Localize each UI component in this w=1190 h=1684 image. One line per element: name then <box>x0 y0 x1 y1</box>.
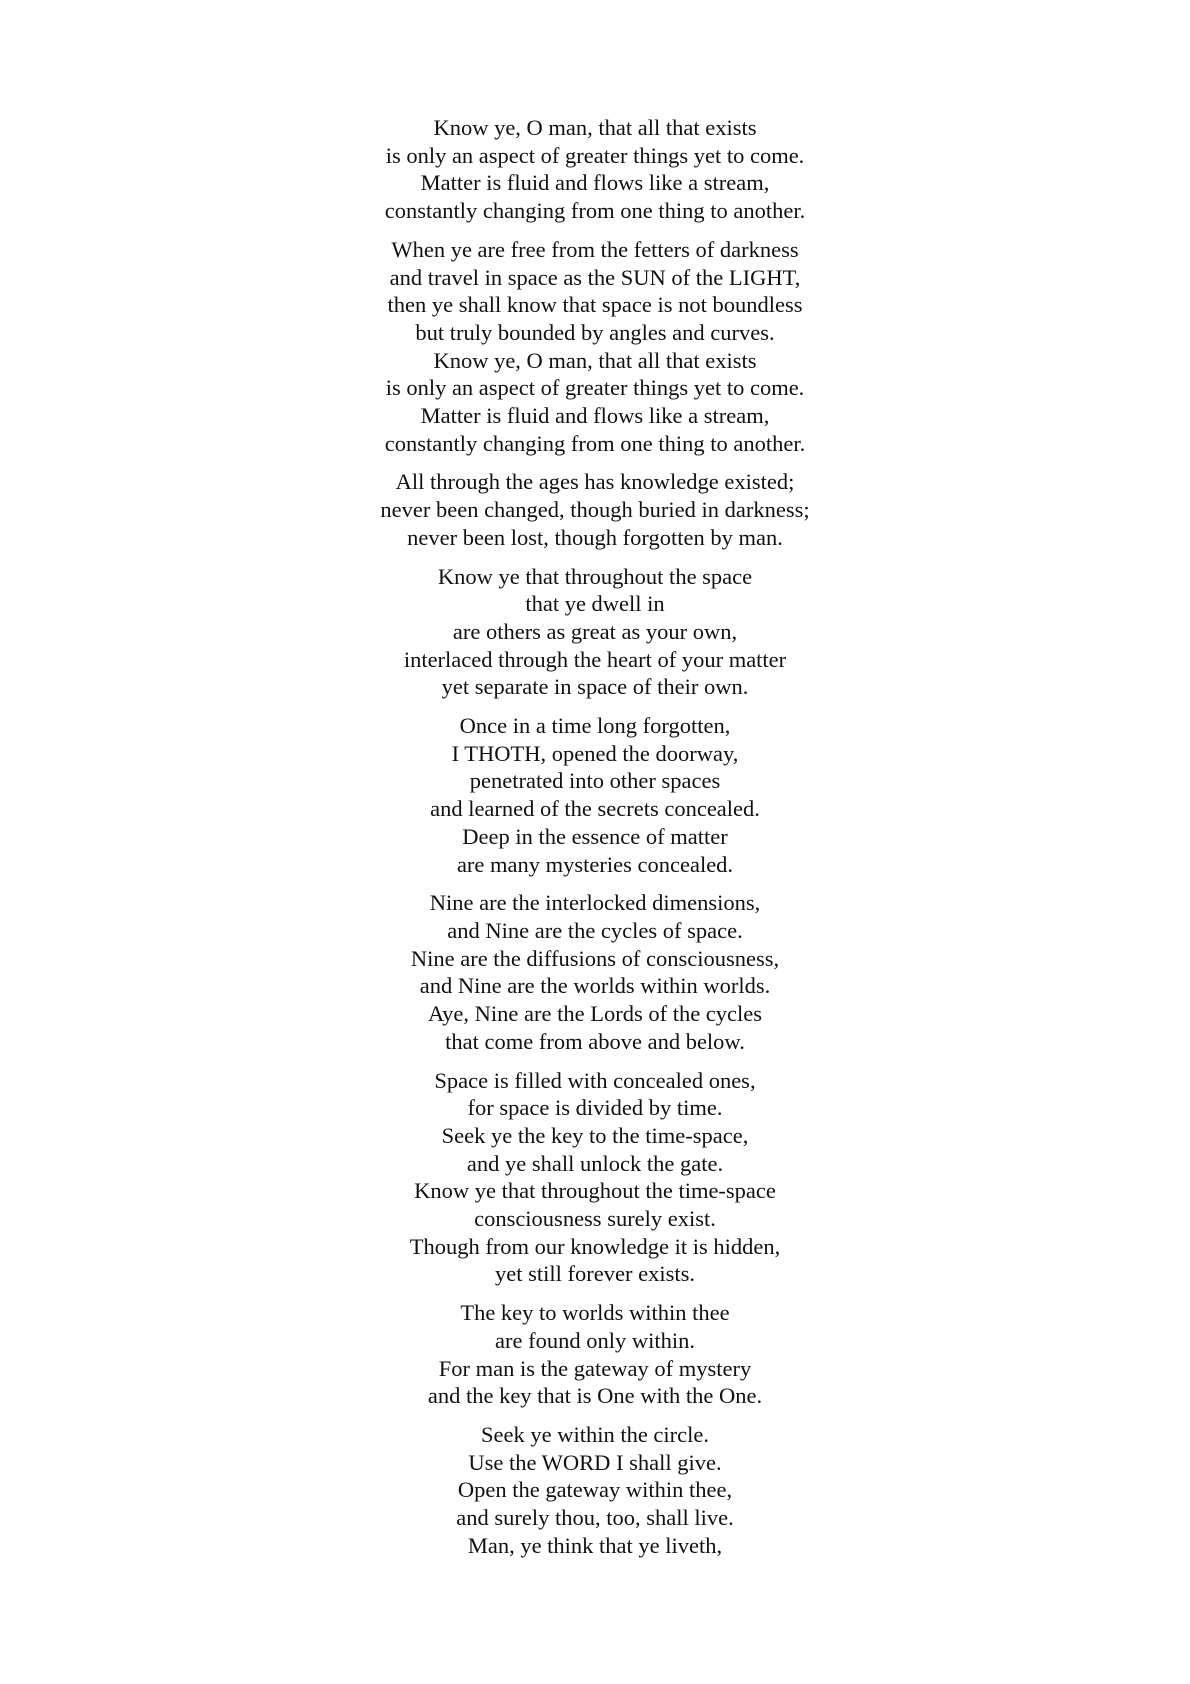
poem-line: I THOTH, opened the doorway, <box>451 740 739 766</box>
poem-line: never been changed, though buried in darkness; <box>380 497 810 523</box>
poem-line: Aye, Nine are the Lords of the cycles <box>427 1001 763 1027</box>
poem-line: All through the ages has knowledge existed; <box>395 469 795 495</box>
stanza <box>0 889 1190 1055</box>
poem-line: are others as great as your own, <box>452 618 738 644</box>
stanza <box>0 1421 1190 1560</box>
poem-line: For man is the gateway of mystery <box>438 1355 752 1381</box>
poem-line: then ye shall know that space is not boundless <box>387 292 803 318</box>
poem-line: and ye shall unlock the gate. <box>466 1150 724 1176</box>
poem-line: Nine are the diffusions of consciousness, <box>410 945 780 971</box>
poem-line: The key to worlds within thee <box>460 1300 730 1326</box>
poem-line: Seek ye the key to the time-space, <box>441 1122 749 1148</box>
poem-line: constantly changing from one thing to another. <box>384 198 806 224</box>
stanza <box>0 1299 1190 1410</box>
poem-line: that come from above and below. <box>445 1028 745 1054</box>
stanza <box>0 468 1190 551</box>
poem-line: and Nine are the worlds within worlds. <box>419 973 771 999</box>
poem-line: Though from our knowledge it is hidden, <box>409 1233 781 1259</box>
poem-line: that ye dwell in <box>525 591 665 617</box>
poem-line: Know ye, O man, that all that exists <box>433 347 757 373</box>
poem-line: are found only within. <box>495 1327 695 1353</box>
poem-line: yet separate in space of their own. <box>441 674 749 700</box>
stanza <box>0 114 1190 225</box>
poem-line: Space is filled with concealed ones, <box>434 1067 756 1093</box>
poem-line: Know ye that throughout the time-space <box>414 1178 776 1204</box>
poem-line: but truly bounded by angles and curves. <box>415 319 775 345</box>
poem-line: yet still forever exists. <box>495 1261 695 1287</box>
poem-line: penetrated into other spaces <box>469 768 721 794</box>
poem-line: and surely thou, too, shall live. <box>456 1505 734 1531</box>
poem-line: Know ye that throughout the space <box>437 563 753 589</box>
poem-line: Nine are the interlocked dimensions, <box>429 890 761 916</box>
poem-line: Seek ye within the circle. <box>480 1421 710 1447</box>
poem-line: and travel in space as the SUN of the LIGHT, <box>389 264 801 290</box>
poem-line: is only an aspect of greater things yet to come. <box>385 142 805 168</box>
poem-line: Matter is fluid and flows like a stream, <box>420 403 770 429</box>
poem-line: is only an aspect of greater things yet to come. <box>385 375 805 401</box>
poem-line: Matter is fluid and flows like a stream, <box>420 170 770 196</box>
poem-line: consciousness surely exist. <box>474 1206 716 1232</box>
poem-line: When ye are free from the fetters of darkness <box>391 236 799 262</box>
poem-line: and Nine are the cycles of space. <box>447 917 743 943</box>
poem-line: and the key that is One with the One. <box>427 1383 763 1409</box>
poem-line: Deep in the essence of matter <box>462 823 728 849</box>
poem-line: Know ye, O man, that all that exists <box>433 115 757 140</box>
poem-line: never been lost, though forgotten by man. <box>407 524 783 550</box>
stanza <box>0 1067 1190 1289</box>
poem-line: interlaced through the heart of your matter <box>403 646 787 672</box>
stanza <box>0 563 1190 702</box>
poem-line: and learned of the secrets concealed. <box>430 796 760 822</box>
document-page <box>0 114 1190 1570</box>
poem-line: Man, ye think that ye liveth, <box>467 1532 723 1558</box>
poem-line: Use the WORD I shall give. <box>468 1449 722 1475</box>
poem-line: Open the gateway within thee, <box>457 1477 733 1503</box>
poem-line: are many mysteries concealed. <box>456 851 734 877</box>
poem-line: constantly changing from one thing to another. <box>384 430 806 456</box>
poem-line: for space is divided by time. <box>467 1095 723 1121</box>
stanza <box>0 712 1190 878</box>
stanza <box>0 236 1190 458</box>
poem-line: Once in a time long forgotten, <box>459 713 731 739</box>
